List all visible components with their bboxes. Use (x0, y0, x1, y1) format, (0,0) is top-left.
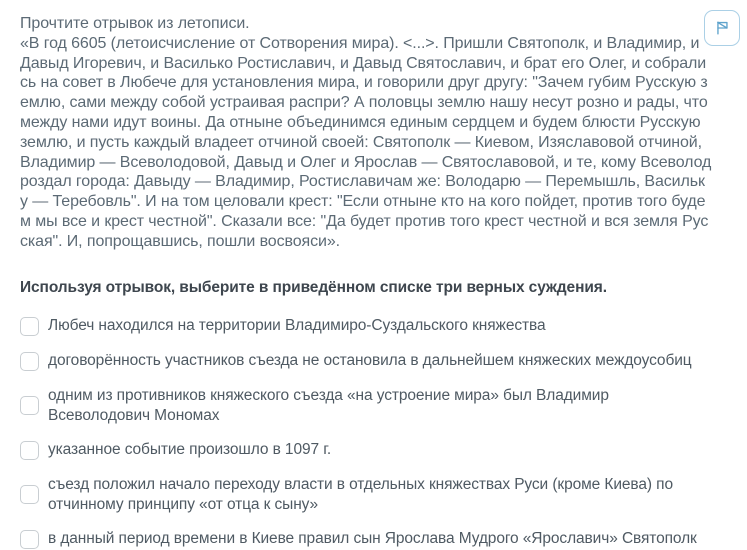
answer-option-label: указанное событие произошло в 1097 г. (48, 441, 332, 459)
task-intro: Прочтите отрывок из летописи. (20, 15, 250, 32)
answer-option[interactable] (20, 440, 709, 461)
answer-option-label: съезд положил начало переходу власти в отдельных княжествах Руси (кроме Киева) по отчинному принципу «от отца к сыну» (48, 475, 673, 513)
chronicle-passage: «В год 6605 (летоисчисление от Сотворения мира). <...>. Пришли Святополк, и Владимир, и Давыд Игоревич, и Василько Ростиславич, и Давыд Святославич, и брат его Олег, и собрались на совет в Любече для установления мира, и говорили друг другу: "Зачем губим Русскую землю, сами между собой устраивая распри? А половцы землю нашу несут розно и рады, что между нами идут воины. Да отныне объединимся единым сердцем и будем блюсти Русскую землю, и пусть каждый владеет отчиной своей: Святополк — Киевом, Изяславовой отчиной, Владимир — Всеволодовой, Давыд и Олег и Ярослав — Святославовой, и те, кому Всеволод роздал города: Давыду — Владимир, Ростиславичам же: Володарю — Перемышль, Васильку — Теребовль". И на том целовали крест: "Если отныне кто на кого пойдет, против того будем мы все и крест честной". Сказали все: "Да будет против того крест честной и вся земля Русская". И, попрощавшись, пошли восвояси». (20, 34, 712, 250)
answer-option-label: Любеч находился на территории Владимиро-Суздальского княжества (48, 317, 546, 335)
answer-option[interactable] (20, 475, 709, 515)
checkbox[interactable] (20, 441, 39, 460)
flag-question-button[interactable] (704, 10, 740, 46)
answer-option-label: договорённость участников съезда не остановила в дальнейшем княжеских междоусобиц (48, 352, 692, 370)
checkbox[interactable] (20, 485, 39, 504)
answer-option[interactable] (20, 316, 709, 337)
answer-option[interactable] (20, 351, 709, 372)
answer-option[interactable] (20, 529, 709, 550)
checkbox[interactable] (20, 317, 39, 336)
checkbox[interactable] (20, 396, 39, 415)
answer-option-label: в данный период времени в Киеве правил сын Ярослава Мудрого «Ярославич» Святополк (48, 530, 697, 548)
checkbox[interactable] (20, 352, 39, 371)
checkbox[interactable] (20, 530, 39, 549)
answer-option[interactable] (20, 386, 709, 426)
answer-options-list (20, 316, 709, 550)
task-instruction: Используя отрывок, выберите в приведённом списке три верных суждения. (20, 278, 607, 296)
answer-option-label: одним из противников княжеского съезда «на устроение мира» был Владимир Всеволодович Мономах (48, 386, 609, 424)
flag-icon (713, 19, 731, 37)
